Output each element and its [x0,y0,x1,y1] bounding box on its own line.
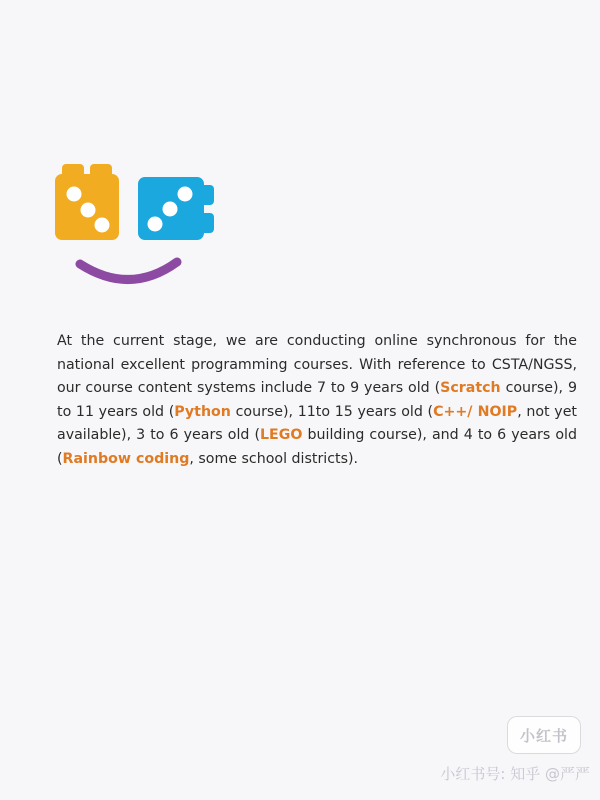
course-python: Python [174,403,231,420]
smile-curve-icon [80,262,177,280]
text-segment: , not yet available), 3 to 6 years old ( [57,403,577,443]
source-watermark: 小红书号: 知乎 @严严 [440,765,590,783]
course-description [57,330,577,471]
text-segment: course), 11to 15 years old ( [230,403,434,420]
text-segment: course), 9 to 11 years old ( [57,380,577,420]
course-rainbow-coding: Rainbow coding [62,450,190,467]
text-segment: , some school districts). [189,450,359,467]
course-cpp-noip: C++/ NOIP [433,403,518,420]
logo-graphic [52,158,222,293]
yellow-brick-icon [55,164,119,240]
xiaohongshu-watermark-badge: 小红书 [507,716,581,754]
text-segment: At the current stage, we are conducting online synchronous for the national excellent programming courses. With reference to CSTA/NGSS, our course content systems include 7 to 9 years old ( [57,333,577,396]
lego-smiley-logo [52,158,222,293]
course-scratch: Scratch [440,380,501,396]
text-segment: building course), and 4 to 6 years old ( [57,427,577,467]
course-lego: LEGO [260,427,303,443]
blue-brick-icon [138,177,214,240]
